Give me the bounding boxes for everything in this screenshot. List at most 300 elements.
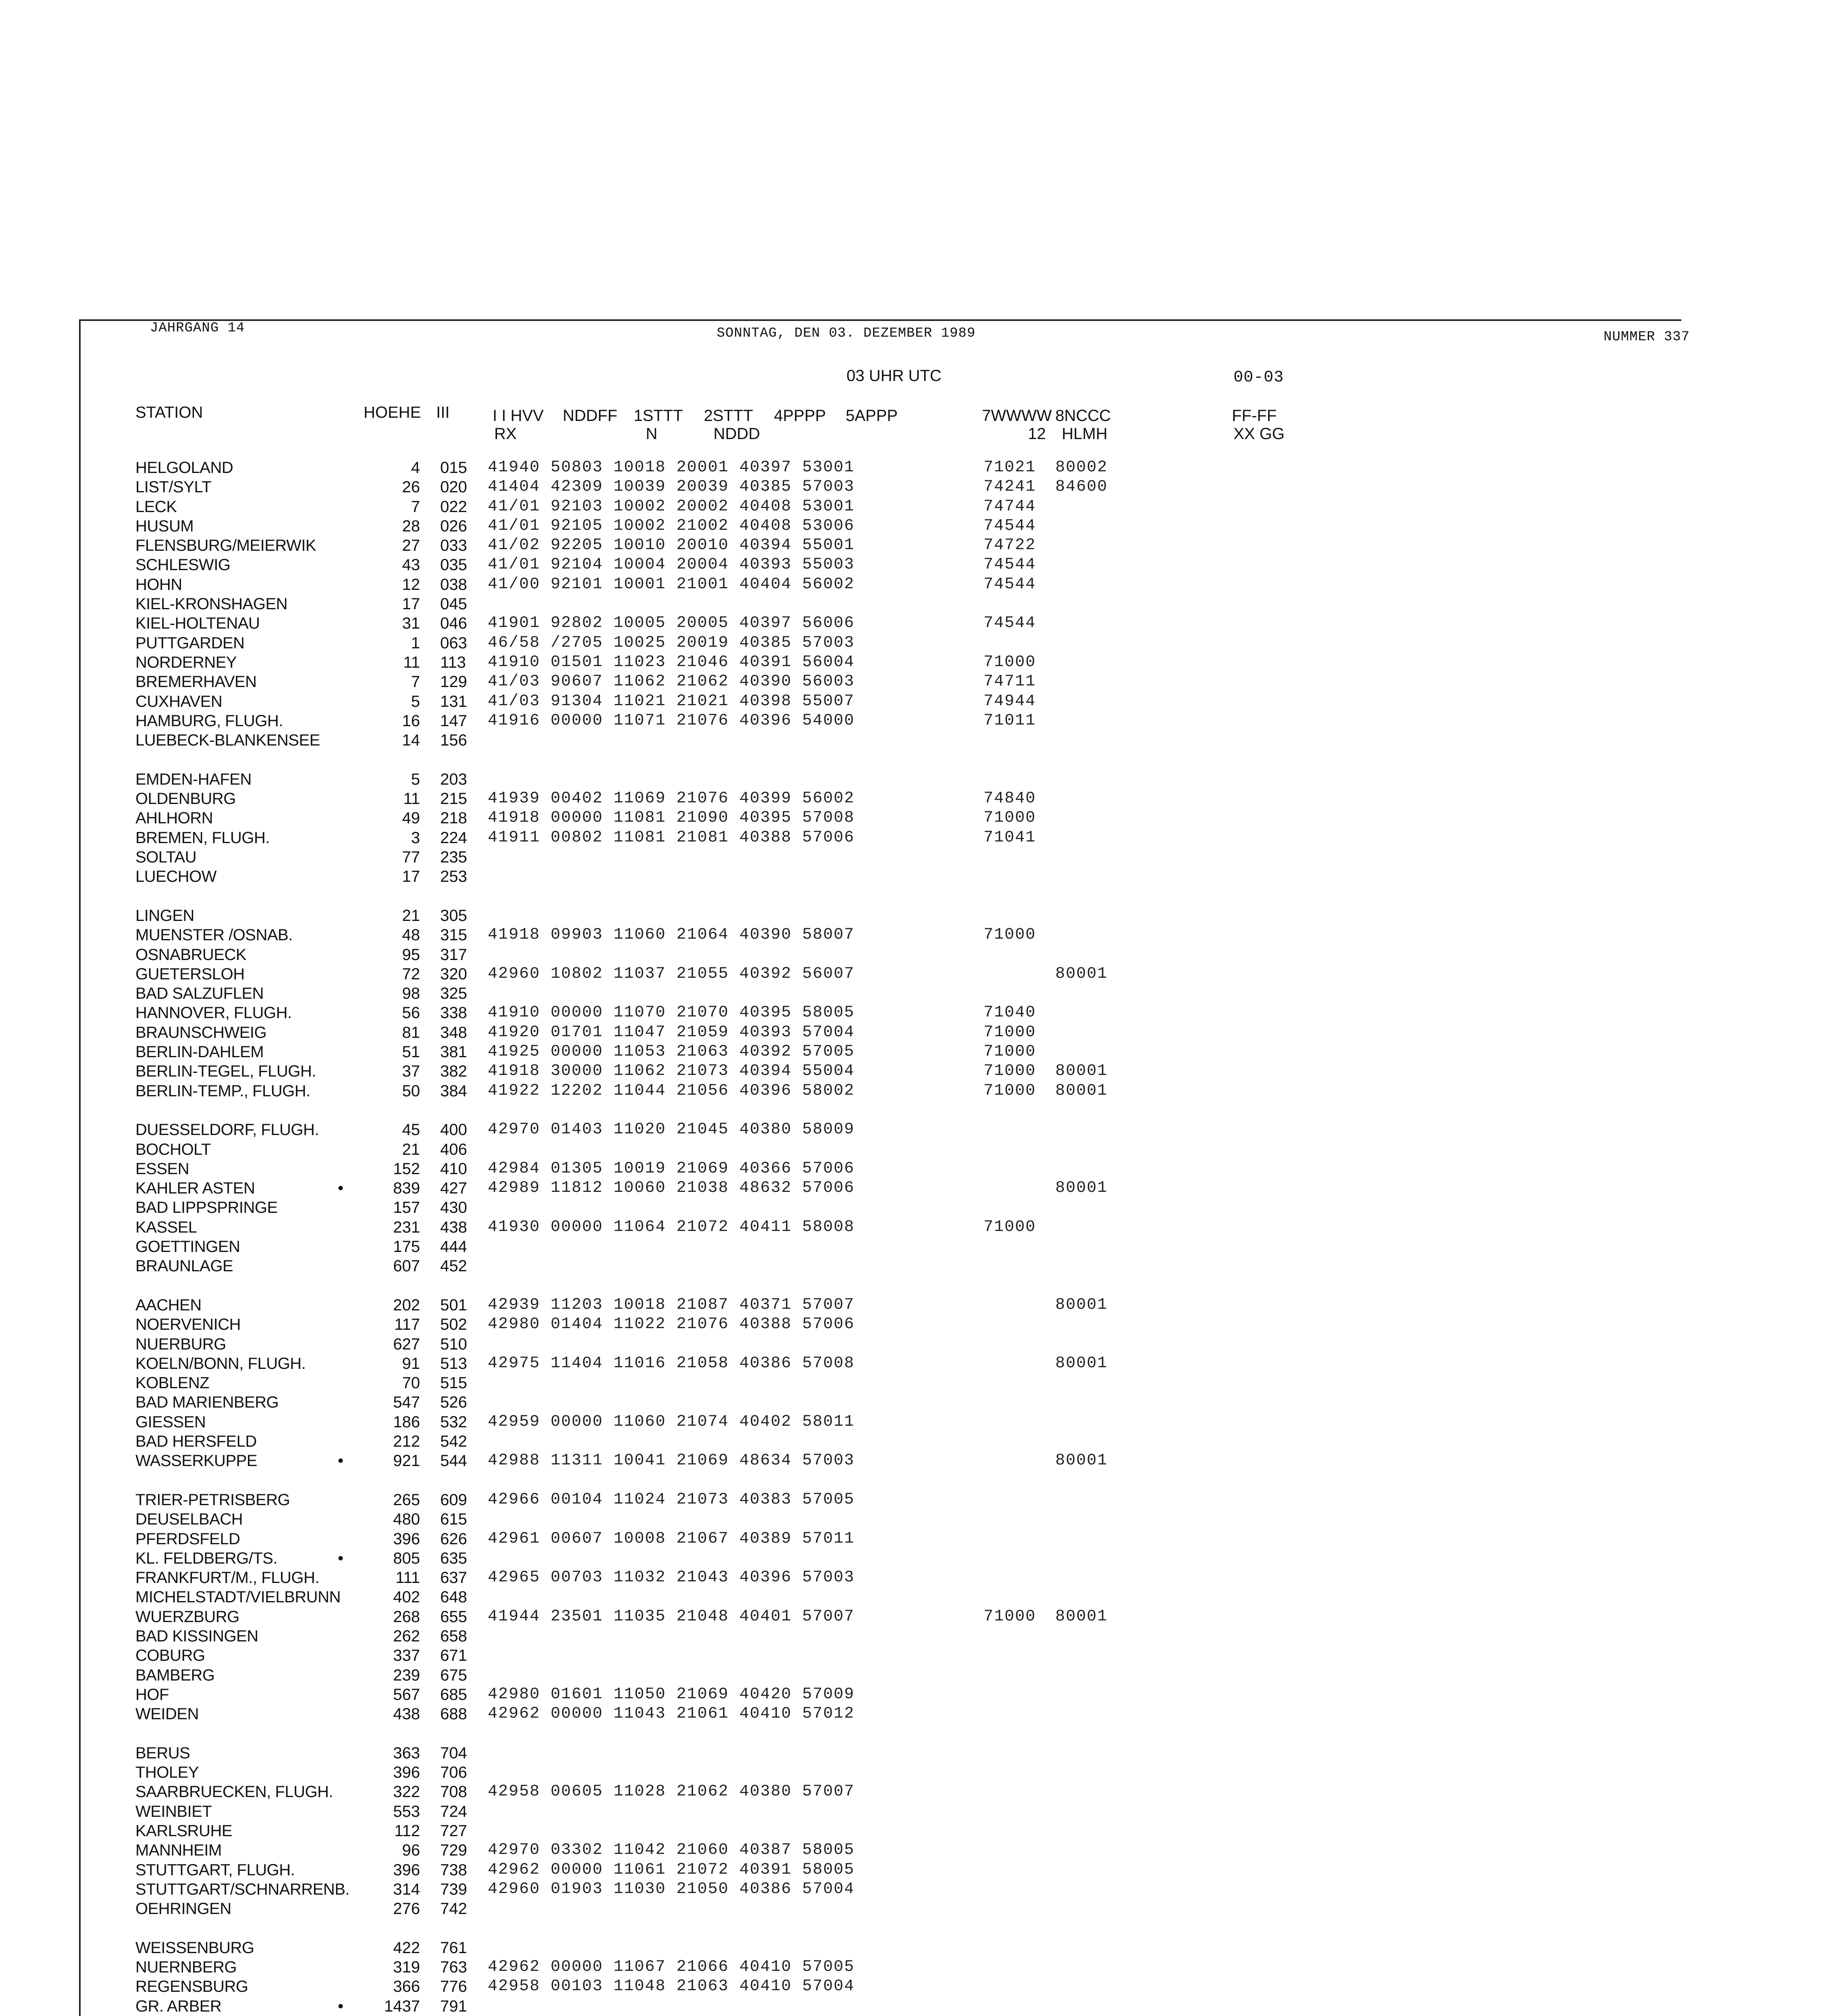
station-name: PFERDSFELD [135, 1530, 240, 1548]
station-height: 366 [393, 1978, 420, 1995]
synop-groups: 42939 11203 10018 21087 40371 57007 [488, 1296, 855, 1314]
mountain-station-marker: • [338, 1452, 344, 1470]
synop-groups: 42970 03302 11042 21060 40387 58005 [488, 1841, 855, 1859]
station-height: 402 [393, 1588, 420, 1606]
station-id: 348 [440, 1024, 467, 1041]
weather-group: 74241 [984, 478, 1036, 496]
station-height: 175 [393, 1238, 420, 1256]
synop-groups: 42966 00104 11024 21073 40383 57005 [488, 1491, 855, 1509]
table-row [0, 1743, 1847, 1763]
station-id: 513 [440, 1355, 467, 1372]
issue-date: SONNTAG, DEN 03. DEZEMBER 1989 [717, 326, 976, 341]
station-id: 671 [440, 1647, 467, 1664]
station-height: 547 [393, 1393, 420, 1411]
station-name: THOLEY [135, 1764, 199, 1781]
station-id: 131 [440, 693, 467, 710]
station-name: NUERBURG [135, 1335, 226, 1353]
mountain-station-marker: • [338, 1997, 344, 2015]
table-row [0, 594, 1847, 614]
synop-groups: 42959 00000 11060 21074 40402 58011 [488, 1413, 855, 1431]
table-row [0, 945, 1847, 964]
station-id: 033 [440, 537, 467, 554]
table-row [0, 1549, 1847, 1568]
weather-group: 74711 [984, 673, 1036, 691]
station-name: OEHRINGEN [135, 1900, 231, 1918]
station-height: 239 [393, 1666, 420, 1684]
table-row [0, 1938, 1847, 1958]
table-row [0, 1841, 1847, 1860]
weather-group: 74544 [984, 556, 1036, 574]
table-row [0, 1666, 1847, 1685]
col-2sttt: 2STTT [704, 407, 753, 425]
table-row [0, 848, 1847, 867]
table-row [0, 1802, 1847, 1821]
station-id: 727 [440, 1822, 467, 1840]
station-height: 438 [393, 1705, 420, 1723]
synop-groups: 41939 00402 11069 21076 40399 56002 [488, 789, 855, 808]
station-id: 015 [440, 459, 467, 477]
table-row [0, 1782, 1847, 1801]
station-name: LUEBECK-BLANKENSEE [135, 731, 320, 749]
station-height: 276 [393, 1900, 420, 1918]
synop-groups: 41910 00000 11070 21070 40395 58005 [488, 1004, 855, 1022]
weather-group: 71000 [984, 1023, 1036, 1041]
synop-groups: 41940 50803 10018 20001 40397 53001 [488, 458, 855, 477]
station-id: 305 [440, 907, 467, 925]
weather-group: 74744 [984, 498, 1036, 516]
station-id: 317 [440, 946, 467, 964]
synop-groups: 41918 00000 11081 21090 40395 57008 [488, 809, 855, 827]
weather-group: 74944 [984, 692, 1036, 710]
cloud-group: 80001 [1055, 1082, 1108, 1100]
station-name: AHLHORN [135, 809, 213, 827]
station-height: 363 [393, 1744, 420, 1762]
table-row [0, 1393, 1847, 1412]
station-name: COBURG [135, 1647, 205, 1664]
synop-groups: 41918 30000 11062 21073 40394 55004 [488, 1062, 855, 1080]
weather-group: 71000 [984, 809, 1036, 827]
table-row [0, 614, 1847, 633]
weather-group: 71000 [984, 1043, 1036, 1061]
table-row [0, 1218, 1847, 1237]
station-height: 17 [402, 868, 420, 885]
table-row [0, 770, 1847, 789]
station-id: 224 [440, 829, 467, 847]
station-height: 14 [402, 731, 420, 749]
station-id: 502 [440, 1316, 467, 1333]
weather-group: 71000 [984, 1218, 1036, 1236]
col-station: STATION [135, 404, 203, 421]
station-height: 396 [393, 1764, 420, 1781]
station-name: KIEL-HOLTENAU [135, 614, 260, 632]
station-height: 26 [402, 478, 420, 496]
synop-groups: 41901 92802 10005 20005 40397 56006 [488, 614, 855, 632]
issue-number: NUMMER 337 [1604, 329, 1690, 345]
station-name: CUXHAVEN [135, 693, 223, 710]
synop-groups: 41404 42309 10039 20039 40385 57003 [488, 478, 855, 496]
table-row [0, 1256, 1847, 1276]
station-name: KOELN/BONN, FLUGH. [135, 1355, 306, 1372]
weather-group: 74722 [984, 536, 1036, 554]
table-row [0, 1295, 1847, 1315]
station-id: 510 [440, 1335, 467, 1353]
station-height: 21 [402, 1141, 420, 1158]
station-height: 77 [402, 848, 420, 866]
station-name: HAMBURG, FLUGH. [135, 712, 283, 730]
station-height: 70 [402, 1374, 420, 1392]
col-4pppp: 4PPPP [774, 407, 826, 425]
station-height: 11 [403, 790, 420, 808]
station-id: 688 [440, 1705, 467, 1723]
station-name: WUERZBURG [135, 1608, 239, 1626]
table-row [0, 789, 1847, 808]
station-name: BERUS [135, 1744, 190, 1762]
station-id: 706 [440, 1764, 467, 1781]
synop-groups: 41944 23501 11035 21048 40401 57007 [488, 1608, 855, 1626]
synop-groups: 41910 01501 11023 21046 40391 56004 [488, 653, 855, 671]
station-id: 501 [440, 1296, 467, 1314]
station-id: 761 [440, 1939, 467, 1957]
synop-groups: 42962 00000 11043 21061 40410 57012 [488, 1705, 855, 1723]
station-name: FLENSBURG/MEIERWIK [135, 537, 316, 554]
station-id: 203 [440, 771, 467, 788]
col-1sttt: 1STTT [634, 407, 683, 425]
station-height: 607 [393, 1257, 420, 1275]
station-id: 045 [440, 595, 467, 613]
table-row [0, 1081, 1847, 1101]
synop-groups: 42988 11311 10041 21069 48634 57003 [488, 1452, 855, 1470]
station-id: 626 [440, 1530, 467, 1548]
station-height: 96 [402, 1841, 420, 1859]
synop-groups: 42984 01305 10019 21069 40366 57006 [488, 1160, 855, 1178]
station-height: 17 [402, 595, 420, 613]
synop-groups: 41920 01701 11047 21059 40393 57004 [488, 1023, 855, 1041]
col-ihvv-sub: RX [494, 425, 517, 443]
station-height: 5 [411, 771, 420, 788]
cloud-group: 80001 [1055, 1296, 1108, 1314]
table-row [0, 925, 1847, 945]
station-height: 51 [402, 1043, 420, 1061]
station-id: 452 [440, 1257, 467, 1275]
table-row [0, 672, 1847, 691]
station-height: 21 [402, 907, 420, 925]
station-name: BRAUNLAGE [135, 1257, 233, 1275]
table-row [0, 692, 1847, 711]
station-name: KASSEL [135, 1218, 197, 1236]
station-id: 427 [440, 1179, 467, 1197]
synop-groups: 42962 00000 11061 21072 40391 58005 [488, 1861, 855, 1879]
table-row [0, 984, 1847, 1003]
station-id: 675 [440, 1666, 467, 1684]
station-name: SOLTAU [135, 848, 197, 866]
table-row [0, 906, 1847, 925]
station-height: 56 [402, 1004, 420, 1022]
table-row [0, 536, 1847, 555]
station-name: LECK [135, 498, 177, 516]
station-name: STUTTGART, FLUGH. [135, 1861, 295, 1879]
station-height: 480 [393, 1510, 420, 1528]
station-id: 532 [440, 1413, 467, 1431]
station-id: 742 [440, 1900, 467, 1918]
station-height: 839 [393, 1179, 420, 1197]
station-id: 384 [440, 1082, 467, 1100]
synop-groups: 41/03 90607 11062 21062 40390 56003 [488, 673, 855, 691]
table-row [0, 1763, 1847, 1782]
station-name: NOERVENICH [135, 1316, 241, 1333]
station-id: 724 [440, 1803, 467, 1820]
station-height: 7 [411, 498, 420, 516]
table-row [0, 458, 1847, 477]
table-row [0, 1821, 1847, 1841]
synop-groups: 41930 00000 11064 21072 40411 58008 [488, 1218, 855, 1236]
table-row [0, 964, 1847, 984]
station-name: EMDEN-HAFEN [135, 771, 252, 788]
station-height: 12 [402, 576, 420, 594]
station-height: 37 [402, 1062, 420, 1080]
col-ihvv: I I HVV [493, 407, 544, 425]
synop-groups: 41/02 92205 10010 20010 40394 55001 [488, 536, 855, 554]
table-row [0, 1607, 1847, 1627]
station-name: NUERNBERG [135, 1958, 237, 1976]
table-row [0, 633, 1847, 653]
station-name: DEUSELBACH [135, 1510, 243, 1528]
cloud-group: 80001 [1055, 965, 1108, 983]
table-row [0, 516, 1847, 536]
synop-groups: 42975 11404 11016 21058 40386 57008 [488, 1354, 855, 1372]
station-name: GIESSEN [135, 1413, 206, 1431]
station-name: WEIDEN [135, 1705, 199, 1723]
station-name: BERLIN-TEGEL, FLUGH. [135, 1062, 316, 1080]
station-height: 231 [393, 1218, 420, 1236]
station-id: 063 [440, 634, 467, 652]
weather-group: 74544 [984, 517, 1036, 535]
col-7wwww: 7WWWW [982, 407, 1052, 425]
station-name: HOF [135, 1686, 169, 1704]
station-id: 544 [440, 1452, 467, 1470]
station-height: 111 [395, 1569, 420, 1587]
col-hoehe: HOEHE [364, 404, 421, 421]
station-height: 553 [393, 1803, 420, 1820]
table-row [0, 1568, 1847, 1587]
table-row [0, 1977, 1847, 1996]
station-height: 262 [393, 1627, 420, 1645]
station-height: 45 [402, 1121, 420, 1139]
station-name: GOETTINGEN [135, 1238, 240, 1256]
station-name: KOBLENZ [135, 1374, 210, 1392]
weather-group: 74544 [984, 614, 1036, 632]
station-name: HOHN [135, 576, 182, 594]
station-id: 315 [440, 926, 467, 944]
col-ffff-sub: XX GG [1233, 425, 1285, 443]
station-id: 658 [440, 1627, 467, 1645]
cloud-group: 80001 [1055, 1354, 1108, 1372]
station-id: 615 [440, 1510, 467, 1528]
station-height: 5 [411, 693, 420, 710]
station-id: 113 [440, 654, 466, 671]
table-row [0, 497, 1847, 516]
synop-groups: 41922 12202 11044 21056 40396 58002 [488, 1082, 855, 1100]
synop-groups: 41/01 92104 10004 20004 40393 55003 [488, 556, 855, 574]
station-height: 337 [393, 1647, 420, 1664]
cloud-group: 84600 [1055, 478, 1108, 496]
station-height: 212 [393, 1433, 420, 1450]
station-height: 396 [393, 1861, 420, 1879]
station-id: 738 [440, 1861, 467, 1879]
table-row [0, 867, 1847, 886]
table-row [0, 1179, 1847, 1198]
station-id: 218 [440, 809, 467, 827]
synop-groups: 42980 01601 11050 21069 40420 57009 [488, 1685, 855, 1704]
table-row [0, 1510, 1847, 1529]
table-row [0, 1023, 1847, 1042]
station-id: 147 [440, 712, 467, 730]
station-id: 526 [440, 1393, 467, 1411]
synop-groups: 41/01 92105 10002 21002 40408 53006 [488, 517, 855, 535]
station-name: BERLIN-TEMP., FLUGH. [135, 1082, 310, 1100]
station-id: 400 [440, 1121, 467, 1139]
station-id: 253 [440, 868, 467, 885]
station-id: 026 [440, 517, 467, 535]
station-height: 112 [394, 1822, 420, 1840]
station-name: LUECHOW [135, 868, 216, 885]
synop-groups: 42970 01403 11020 21045 40380 58009 [488, 1120, 855, 1139]
col-ffff: FF-FF [1232, 407, 1277, 425]
weather-group: 71041 [984, 829, 1036, 847]
jahrgang-label: JAHRGANG 14 [150, 321, 245, 336]
station-id: 046 [440, 614, 467, 632]
station-name: KAHLER ASTEN [135, 1179, 255, 1197]
station-height: 16 [402, 712, 420, 730]
table-row [0, 653, 1847, 672]
station-id: 156 [440, 731, 467, 749]
station-id: 708 [440, 1783, 467, 1801]
weather-group: 71000 [984, 926, 1036, 944]
station-height: 1 [411, 634, 420, 652]
table-row [0, 1880, 1847, 1899]
col-5appp: 5APPP [846, 407, 898, 425]
table-row [0, 1354, 1847, 1373]
table-row [0, 1198, 1847, 1217]
station-id: 637 [440, 1569, 467, 1587]
synop-groups: 42962 00000 11067 21066 40410 57005 [488, 1958, 855, 1976]
station-height: 50 [402, 1082, 420, 1100]
station-name: BREMEN, FLUGH. [135, 829, 270, 847]
station-height: 4 [411, 459, 420, 477]
col-nddff: NDDFF [563, 407, 618, 425]
frame-top-rule [79, 319, 1681, 321]
station-height: 91 [402, 1355, 420, 1372]
station-height: 422 [393, 1939, 420, 1957]
table-row [0, 1412, 1847, 1432]
station-name: LIST/SYLT [135, 478, 212, 496]
station-name: OSNABRUECK [135, 946, 247, 964]
station-height: 265 [393, 1491, 420, 1509]
time-label: 03 UHR UTC [847, 367, 942, 385]
station-height: 202 [393, 1296, 420, 1314]
station-name: PUTTGARDEN [135, 634, 245, 652]
synop-groups: 42960 01903 11030 21050 40386 57004 [488, 1880, 855, 1898]
station-name: KL. FELDBERG/TS. [135, 1549, 278, 1567]
station-id: 542 [440, 1433, 467, 1450]
station-id: 444 [440, 1238, 467, 1256]
station-name: BRAUNSCHWEIG [135, 1024, 267, 1041]
synop-groups: 42989 11812 10060 21038 48632 57006 [488, 1179, 855, 1197]
weather-group: 71000 [984, 653, 1036, 671]
table-row [0, 477, 1847, 497]
col-7wwww-sub: 12 [1028, 425, 1046, 443]
table-row [0, 1237, 1847, 1256]
station-name: NORDERNEY [135, 654, 237, 671]
station-id: 338 [440, 1004, 467, 1022]
station-name: OLDENBURG [135, 790, 236, 808]
cloud-group: 80002 [1055, 458, 1108, 477]
table-row [0, 1899, 1847, 1918]
time-range: 00-03 [1233, 369, 1284, 387]
table-row [0, 1140, 1847, 1159]
station-name: FRANKFURT/M., FLUGH. [135, 1569, 319, 1587]
table-row [0, 1042, 1847, 1062]
station-height: 152 [393, 1160, 420, 1178]
table-row [0, 1490, 1847, 1510]
station-name: GR. ARBER [135, 1997, 222, 2015]
synop-groups: 41/01 92103 10002 20002 40408 53001 [488, 498, 855, 516]
station-name: REGENSBURG [135, 1978, 248, 1995]
station-id: 635 [440, 1549, 467, 1567]
station-id: 791 [440, 1997, 467, 2015]
station-name: MUENSTER /OSNAB. [135, 926, 293, 944]
station-name: MANNHEIM [135, 1841, 222, 1859]
table-row [0, 1958, 1847, 1977]
synop-groups: 41918 09903 11060 21064 40390 58007 [488, 926, 855, 944]
station-id: 035 [440, 556, 467, 574]
weather-group: 71040 [984, 1004, 1036, 1022]
weather-group: 71021 [984, 458, 1036, 477]
station-name: HANNOVER, FLUGH. [135, 1004, 292, 1022]
station-height: 11 [403, 654, 420, 671]
mountain-station-marker: • [338, 1179, 344, 1197]
table-row [0, 711, 1847, 731]
station-id: 776 [440, 1978, 467, 1995]
station-id: 729 [440, 1841, 467, 1859]
station-id: 129 [440, 673, 467, 691]
station-height: 627 [393, 1335, 420, 1353]
col-8nccc: 8NCCC [1055, 407, 1111, 425]
weather-group: 71011 [984, 712, 1036, 730]
station-id: 655 [440, 1608, 467, 1626]
station-name: STUTTGART/SCHNARRENB. [135, 1881, 350, 1898]
station-id: 382 [440, 1062, 467, 1080]
synop-groups: 46/58 /2705 10025 20019 40385 57003 [488, 634, 855, 652]
cloud-group: 80001 [1055, 1608, 1108, 1626]
station-height: 98 [402, 985, 420, 1002]
cloud-group: 80001 [1055, 1062, 1108, 1080]
table-row [0, 1685, 1847, 1704]
station-name: KARLSRUHE [135, 1822, 233, 1840]
station-height: 27 [402, 537, 420, 554]
station-name: WEISSENBURG [135, 1939, 254, 1957]
table-row [0, 1335, 1847, 1354]
table-row [0, 1373, 1847, 1393]
station-id: 020 [440, 478, 467, 496]
station-height: 186 [393, 1413, 420, 1431]
station-height: 314 [393, 1881, 420, 1898]
col-iii: III [436, 404, 450, 421]
station-height: 81 [402, 1024, 420, 1041]
station-id: 685 [440, 1686, 467, 1704]
table-row [0, 1587, 1847, 1607]
table-row [0, 1451, 1847, 1470]
station-id: 406 [440, 1141, 467, 1158]
